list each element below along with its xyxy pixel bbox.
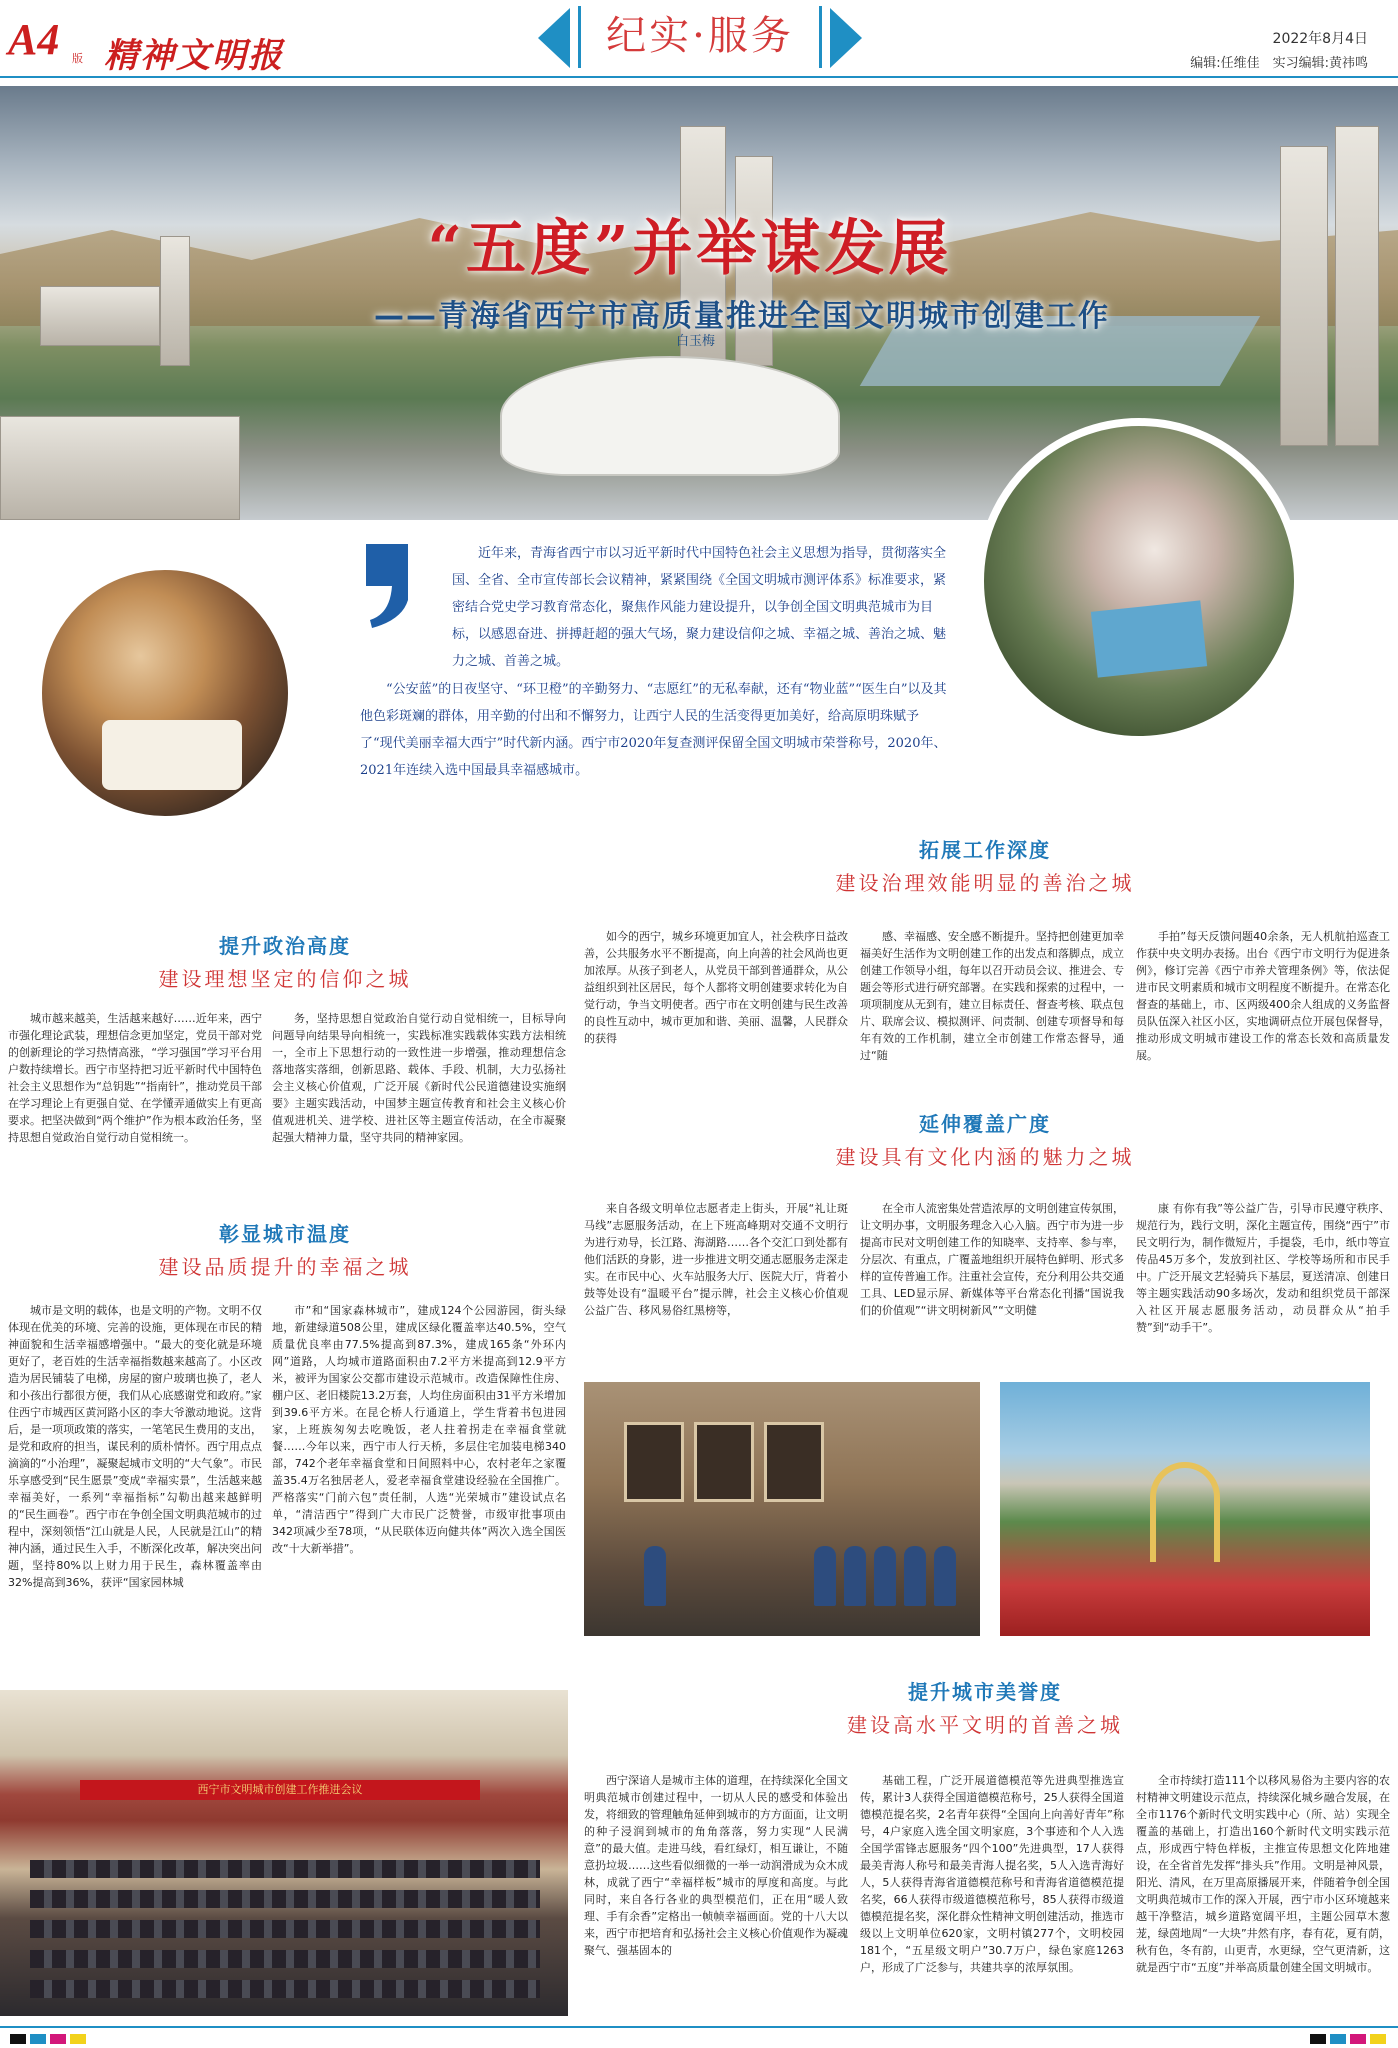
body-text: 手拍”每天反馈问题40余条，无人机航拍巡查工作获中央文明办表扬。出台《西宁市文明行为促进条例》，修订完善《西宁市养犬管理条例》等，依法促进市民文明素质和城市文明程度不断提升。在常态化督查的基础上，市、区两级400余人组成的义务监督员队伍深入社区小区，实地调研点位开展包保督导，推动形成文明城市建设工作的常态长效和高质量发展。 (1136, 930, 1390, 1062)
tower-building (1335, 126, 1379, 446)
section-heading-reputation (800, 1676, 1170, 1738)
audience-row (30, 1890, 540, 1908)
article-column (1136, 1200, 1390, 1370)
exhibition-students-photo (584, 1382, 980, 1636)
body-text: 西宁深谙人是城市主体的道理，在持续深化全国文明典范城市创建过程中，一切从人民的感受和体验出发，将细致的管理触角延伸到城市的方方面面，让文明的种子浸润到城市的角角落落，努力实现“人民满意”的最大值。走进马线，看红绿灯，相互谦让，不随意扔垃圾……这些看似细微的一举一动润滑成为众木成林，成就了西宁“幸福样板”城市的厚度和高度。与此同时，来自各行各业的典型模范们，正在用“暖人致理、手有余香”定格出一帧帧幸福画面。党的十八大以来，西宁市把培育和弘扬社会主义核心价值观作为凝魂聚气、强基固本的 (584, 1774, 848, 1957)
body-text: 基础工程，广泛开展道德模范等先进典型推选宣传，累计3人获得全国道德模范称号，25人获得全国道德模范提名奖，2名青年获得“全国向上向善好青年”称号，4户家庭入选全国文明家庭，3个事迹和个人入选全国学雷锋志愿服务“四个100”先进典型，17人获得最美青海人称号和最美青海人提名奖，5人入选青海好人，5人获得青海省道德模范称号和青海省道德模范提名奖，66人获得市级道德模范称号，85人获得市级道德模范提名奖，深化群众性精神文明创建活动，推选市级以上文明单位620家，文明村镇277个，文明校园181个，“五星级文明户”30.7万户，绿色家庭1263户，形成了广泛参与，共建共享的浓厚氛围。 (860, 1774, 1124, 1974)
article-subtitle: ——青海省西宁市高质量推进全国文明城市创建工作 (374, 299, 1110, 334)
stadium-roof (500, 356, 840, 476)
intro-paragraph-1 (452, 540, 952, 675)
page-number: A4 (8, 15, 60, 64)
color-swatch (30, 2034, 46, 2044)
article-column (8, 1302, 262, 1652)
conference-hall-photo (0, 1690, 568, 2016)
quote-mark-icon (362, 540, 420, 630)
color-swatch (1370, 2034, 1386, 2044)
audience-row (30, 1980, 540, 1998)
tower-building (1280, 146, 1328, 446)
article-column (860, 1200, 1124, 1370)
article-column (860, 928, 1124, 1088)
low-building (0, 416, 240, 520)
meeting-banner: 西宁市文明城市创建工作推进会议 (80, 1780, 480, 1800)
intro-text-1: 近年来，青海省西宁市以习近平新时代中国特色社会主义思想为指导，贯彻落实全国、全省、全市宣传部长会议精神，紧紧围绕《全国文明城市测评体系》标准要求，紧密结合党史学习教育常态化，聚焦作风能力建设提升，以争创全国文明典范城市为目标，以感恩奋进、拼搏赶超的强大气场，聚力建设信仰之城、幸福之城、善治之城、魅力之城、首善之城。 (452, 546, 947, 669)
section-heading-warmth (120, 1218, 450, 1280)
body-text: 务，坚持思想自觉政治自觉行动自觉相统一，目标导向问题导向结果导向相统一，实践标准实践载体实践方法相统一，全市上下思想行动的一致性进一步增强，推动理想信念落地落实落细，创新思路、载体、手段、机制，大力弘扬社会主义核心价值观，广泛开展《新时代公民道德建设实施纲要》主题实践活动，中国梦主题宣传教育和社会主义核心价值观进机关、进学校、进社区等主题宣传活动，在全市凝聚起强大精神力量，坚守共同的精神家园。 (272, 1012, 566, 1144)
body-text: 康 有你有我”等公益广告，引导市民遵守秩序、规范行为，践行文明，深化主题宣传，围绕“西宁”市民文明行为，制作微短片，手提袋，毛巾，纸巾等宣传品45万多个，发放到社区、学校等场所和市民手中。广泛开展文艺轻骑兵下基层，夏送清凉、创建日等主题实践活动90多场次，发动和组织党员干部深入社区开展志愿服务活动，动员群众从“拍手赞”到“动手干”。 (1136, 1202, 1390, 1334)
audience-row (30, 1860, 540, 1878)
article-column (1136, 928, 1390, 1088)
article-column (584, 1200, 848, 1370)
body-text: 市”和“国家森林城市”，建成124个公园游园，街头绿地，新建绿道508公里，建成区绿化覆盖率达40.5%，空气质量优良率由77.5%提高到87.3%，建成165条“外环内网”道路，人均城市道路面积由7.2平方米提高到12.9平方米，被评为国家公交都市建设示范城市。改造保障性住房、棚户区、老旧楼院13.2万套，人均住房面积由31平方米增加到39.6平方米。在昆仑桥人行通道上，学生背着书包进园家，上班族匆匆去吃晚饭，老人拄着拐走在幸福食堂就餐……今年以来，西宁市人行天桥，多层住宅加装电梯340部，742个老年幸福食堂和日间照料中心，农村老年之家覆盖35.4万名独居老人，爱老幸福食堂建设经验在全国推广。严格落实“门前六包”责任制，人选“光荣城市”建设试点名单，“清洁西宁”得到广大市民广泛赞誉，市级审批事项由342项减少至78项，“从民联体迈向健共体”两次入选全国医改“十大新举措”。 (272, 1304, 566, 1555)
newspaper-name: 精神文明报 (104, 36, 284, 76)
food-tray (102, 720, 242, 790)
student-figure (874, 1546, 896, 1606)
body-text: 感、幸福感、安全感不断提升。坚持把创建更加幸福美好生活作为文明创建工作的出发点和落脚点，成立创建工作领导小组，每年以召开动员会议、推进会、专题会等形式进行研究部署。在实践和探索的过程中，一项项制度从无到有，建立目标责任、督查考核、联点包片、联席会议、模拟测评、问责制、创建专项督导和每年有效的工作机制，建立全市创建工作常态督导，通过“随 (860, 930, 1124, 1062)
section-tab (538, 2, 862, 72)
article-column (8, 1010, 262, 1190)
right-arrow-icon (830, 8, 862, 68)
masthead-divider (0, 76, 1398, 78)
wedding-arch (1150, 1462, 1220, 1562)
section-name: 纪实·服务 (578, 6, 822, 68)
section-subtitle: 建设具有文化内涵的魅力之城 (835, 1145, 1135, 1169)
body-text: 城市是文明的载体，也是文明的产物。文明不仅体现在优美的环境、完善的设施，更体现在市民的精神面貌和生活幸福感增强中。“最大的变化就是环境更好了，老百姓的生活幸福指数越来越高了。小区改造为居民铺装了电梯，房屋的窗户玻璃也换了，老人和小孩出行都很方便，我们从心底感谢党和政府。”家住西宁市城西区黄河路小区的李大爷激动地说。这背后，是一项项政策的落实，一笔笔民生费用的支出，是党和政府的担当，谋民利的质朴情怀。西宁用点点滴滴的“小治理”，凝聚起城市文明的“大气象”。市民乐享感受到“民生愿景”变成“幸福实景”，生活越来越幸福美好，一系列“幸福指标”勾勒出越来越鲜明的“民生画卷”。西宁市在争创全国文明典范城市的过程中，深刻领悟“江山就是人民，人民就是江山”的精神内涵，通过民生入手，不断深化改革，解决突出问题，坚持80%以上财力用于民生，森林覆盖率由32%提高到36%，获评“国家园林城 (8, 1304, 262, 1589)
article-author: 白玉梅 (676, 334, 716, 349)
color-swatch (1350, 2034, 1366, 2044)
student-figure (814, 1546, 836, 1606)
print-color-bar (0, 2030, 1398, 2048)
article-column (584, 928, 848, 1088)
body-text: 来自各级文明单位志愿者走上街头，开展“礼让斑马线”志愿服务活动，在上下班高峰期对交通不文明行为进行劝导，长江路、海湖路……各个交汇口到处都有他们活跃的身影，进一步推进文明交通志愿服务走深走实。在市民中心、火车站服务大厅、医院大厅，背着小鼓等处设有“温暖平台”提示牌，社会主义核心价值观公益广告、移风易俗红黑榜等， (584, 1202, 848, 1317)
volunteers-reading-photo (976, 418, 1302, 744)
section-subtitle: 建设高水平文明的首善之城 (847, 1713, 1123, 1737)
article-column (1136, 1772, 1390, 2020)
pamphlet (1091, 600, 1207, 677)
section-title: 提升城市美誉度 (908, 1680, 1062, 1704)
section-subtitle: 建设品质提升的幸福之城 (158, 1255, 412, 1279)
footer-divider (0, 2026, 1398, 2028)
section-subtitle: 建设治理效能明显的善治之城 (835, 871, 1135, 895)
body-text: 如今的西宁，城乡环境更加宜人，社会秩序日益改善，公共服务水平不断提高，向上向善的社会风尚也更加浓厚。从孩子到老人，从党员干部到普通群众，从公益组织到社区居民，每个人都将文明创建要求转化为自觉行动，争当文明使者。西宁市在文明创建与民生改善的良性互动中，城市更加和谐、美丽、温馨，人民群众的获得 (584, 930, 848, 1045)
left-arrow-icon (538, 8, 570, 68)
article-title: “五度”并举谋发展 (427, 214, 953, 284)
section-title: 延伸覆盖广度 (919, 1112, 1051, 1136)
editor-credits: 编辑:任维佳 实习编辑:黄祎鸣 (1190, 56, 1368, 71)
audience-row (30, 1950, 540, 1968)
body-text: 城市越来越美，生活越来越好……近年来，西宁市强化理论武装，理想信念更加坚定，党员干部对党的创新理论的学习热情高涨，“学习强国”学习平台用户数持续增长。西宁市坚持把习近平新时代中国特色社会主义思想作为“总钥匙”“指南针”，推动党员干部在学习理论上有更强自觉、在学懂弄通做实上有更高要求。把坚决做到“两个维护”作为根本政治任务，坚持思想自觉政治自觉行动自觉相统一。 (8, 1012, 262, 1144)
section-title: 彰显城市温度 (219, 1222, 351, 1246)
portrait-frame (694, 1422, 754, 1502)
color-swatch (1330, 2034, 1346, 2044)
color-swatch (70, 2034, 86, 2044)
section-subtitle: 建设理想坚定的信仰之城 (158, 967, 412, 991)
intro-paragraph-2 (360, 676, 950, 784)
body-text: 全市持续打造111个以移风易俗为主要内容的农村精神文明建设示范点，持续深化城乡融合发展，在全市1176个新时代文明实践中心（所、站）实现全覆盖的基础上，打造出160个新时代文明实践示范点，形成西宁特色样板，主推宣传思想文化阵地建设，在全省首先发挥“排头兵”作用。文明是神风景，阳光、清风，在万里高原播展开来，伴随着争创全国文明典范城市工作的深入开展，西宁市小区环境越来越干净整洁，城乡道路宽阔平坦，主题公园草木葱茏，绿茵地周“一大块”井然有序，春有花，夏有荫，秋有色，冬有韵，山更青，水更绿，空气更清新，这就是西宁市“五度”并举高质量创建全国文明城市。 (1136, 1774, 1390, 1974)
student-figure (934, 1546, 956, 1606)
elderly-canteen-photo (34, 562, 296, 824)
color-swatch (10, 2034, 26, 2044)
student-figure (644, 1546, 666, 1606)
intro-text-2: “公安蓝”的日夜坚守、“环卫橙”的辛勤努力、“志愿红”的无私奉献，还有“物业蓝”“医生白”以及其他色彩斑斓的群体，用辛勤的付出和不懈努力，让西宁人民的生活变得更加美好，给高原明珠赋予了“现代美丽幸福大西宁”时代新内涵。西宁市2020年复查测评保留全国文明城市荣誉称号，2020年、2021年连续入选中国最具幸福感城市。 (360, 682, 947, 778)
portrait-frame (764, 1422, 824, 1502)
student-figure (844, 1546, 866, 1606)
color-swatch (50, 2034, 66, 2044)
article-column (860, 1772, 1124, 2020)
outdoor-wedding-photo (1000, 1382, 1370, 1636)
section-heading-politics (120, 930, 450, 992)
tower-building (160, 236, 190, 366)
article-column (272, 1010, 566, 1190)
student-figure (904, 1546, 926, 1606)
edition-label: 版 (72, 52, 83, 65)
color-swatch (1310, 2034, 1326, 2044)
section-heading-breadth (800, 1108, 1170, 1170)
section-title: 提升政治高度 (219, 934, 351, 958)
article-column (584, 1772, 848, 2020)
publish-date: 2022年8月4日 (1272, 31, 1368, 47)
article-column (272, 1302, 566, 1652)
masthead (0, 0, 1398, 78)
low-building (40, 286, 160, 346)
body-text: 在全市人流密集处营造浓厚的文明创建宣传氛围，让文明办事，文明服务理念入心入脑。西宁市为进一步提高市民对文明创建工作的知晓率、支持率、参与率，分层次、有重点，广覆盖地组织开展特色鲜明、形式多样的宣传普遍工作。注重社会宣传，充分利用公共交通工具、LED显示屏、新媒体等平台常态化刊播“国说我们的价值观”“讲文明树新风”“文明健 (860, 1202, 1124, 1317)
audience-row (30, 1920, 540, 1938)
section-heading-depth (800, 834, 1170, 896)
section-title: 拓展工作深度 (919, 838, 1051, 862)
portrait-frame (624, 1422, 684, 1502)
